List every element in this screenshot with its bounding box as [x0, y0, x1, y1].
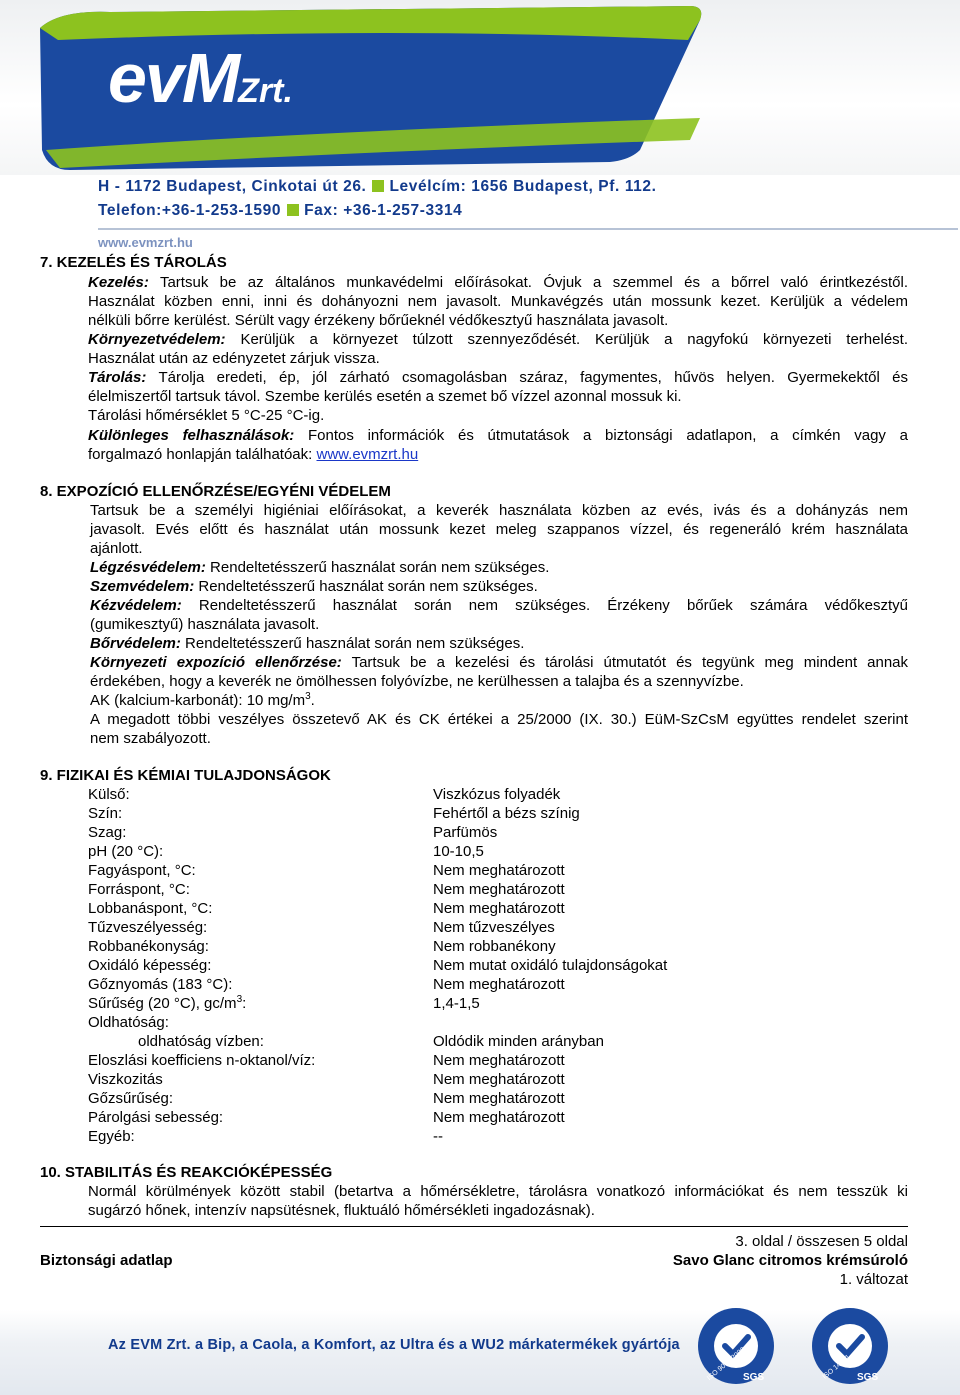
s8-line-6: Kézvédelem: Rendeltetésszerű használat során nem szükséges. Érzékeny bőrűek számára védőkesztyű — [90, 597, 908, 614]
property-label: Külső: — [88, 786, 130, 803]
s7-line-6: Tárolás: Tárolja eredeti, ép, jól zárható csomagolásban száraz, fagymentes, hűvös helyen. Gyermekektől és — [88, 369, 908, 386]
company-logo: evMZrt. — [108, 39, 293, 117]
doc-type: Biztonsági adatlap — [40, 1252, 173, 1269]
address-line-1: H - 1172 Budapest, Cinkotai út 26. Levélcím: 1656 Budapest, Pf. 112. — [98, 178, 657, 195]
header-divider — [98, 228, 958, 230]
website-link[interactable]: www.evmzrt.hu — [316, 446, 419, 463]
product-name: Savo Glanc citromos krémsúroló — [672, 1252, 908, 1269]
s7-line-7: élelmiszertől tartsuk távol. Szembe kerülés esetén a szemet bő vízzel azonnal mossuk ki. — [88, 388, 682, 405]
property-label: Párolgási sebesség: — [88, 1109, 224, 1126]
property-label: Eloszlási koefficiens n-oktanol/víz: — [88, 1052, 316, 1069]
property-value: 1,4-1,5 — [433, 995, 480, 1012]
s8-line-7: (gumikesztyű) használata javasolt. — [90, 616, 320, 633]
property-value: Nem meghatározott — [433, 976, 565, 993]
s8-line-11: AK (kalcium-karbonát): 10 $mg/m^3$. — [90, 691, 315, 709]
property-label: Szín: — [88, 805, 123, 822]
section-9-heading: 9. FIZIKAI ÉS KÉMIAI TULAJDONSÁGOK — [40, 767, 331, 784]
property-value: Viszkózus folyadék — [433, 786, 561, 803]
s7-line-3: nélküli bőrre kerülést. Sérült vagy érzékeny bőrűeknél védőkesztyű használata javasolt. — [88, 312, 669, 329]
iso-9001-seal — [696, 1306, 776, 1386]
version: 1. változat — [839, 1271, 908, 1288]
property-label: pH (20 °C): — [88, 843, 164, 860]
svg-text:SGS: SGS — [857, 1372, 879, 1383]
property-value: Nem mutat oxidáló tulajdonságokat — [433, 957, 668, 974]
svg-text:SGS: SGS — [743, 1372, 765, 1383]
s7-line-4: Környezetvédelem: Kerüljük a környezet túlzott szennyeződését. Kerüljük a nagyfokú környezeti terhelést. — [88, 331, 908, 348]
s7-line-5: Használat után az edényzetet zárjuk vissza. — [88, 350, 380, 367]
property-value: -- — [433, 1128, 443, 1145]
s8-line-13: nem szabályozott. — [90, 730, 211, 747]
s7-line-9: Különleges felhasználások: Fontos információk és útmutatások a biztonsági adatlapon, a címkén vagy a — [88, 427, 908, 444]
property-label: Szag: — [88, 824, 127, 841]
svg-text:ISO 14001: ISO 14001 — [821, 1353, 852, 1381]
footer-divider — [40, 1226, 908, 1227]
property-label: Sűrűség (20 °C), $gc/m^3$: — [88, 994, 247, 1012]
property-label: Oxidáló képesség: — [88, 957, 212, 974]
property-label: Gőzsűrűség: — [88, 1090, 174, 1107]
section-8-heading: 8. EXPOZÍCIÓ ELLENŐRZÉSE/EGYÉNI VÉDELEM — [40, 483, 391, 500]
s8-line-12: A megadott többi veszélyes összetevő AK és CK értékei a 25/2000 (IX. 30.) EüM-SzCsM együttes rendelet szerint — [90, 711, 908, 728]
property-label: oldhatóság vízben: — [138, 1033, 264, 1050]
s7-line-1: Kezelés: Tartsuk be az általános munkavédelmi előírásokat. Óvjuk a szemmel és a bőrrel való érintkezéstől. — [88, 274, 908, 291]
property-value: Nem tűzveszélyes — [433, 919, 555, 936]
property-label: Gőznyomás (183 °C): — [88, 976, 233, 993]
s8-line-10: érdekében, hogy a keverék ne ömölhessen folyóvízbe, ne kerülhessen a talajba és a szennyvízbe. — [90, 673, 744, 690]
s8-line-5: Szemvédelem: Rendeltetésszerű használat során nem szükséges. — [90, 578, 538, 595]
address-line-2: Telefon:+36-1-253-1590 Fax: +36-1-257-3314 — [98, 202, 463, 219]
s7-line-2: Használat közben enni, inni és dohányozni nem javasolt. Munkavégzés után mossunk kezet. Kerüljük a védelem — [88, 293, 908, 310]
property-value: Oldódik minden arányban — [433, 1033, 604, 1050]
property-value: Nem meghatározott — [433, 900, 565, 917]
s7-line-10: forgalmazó honlapján találhatóak: www.evmzrt.hu — [88, 446, 419, 463]
s10-line-1: Normál körülmények között stabil (betartva a hőmérsékletre, tárolásra vonatkozó információkat és nem tesszük ki — [88, 1183, 908, 1200]
s8-line-3: ajánlott. — [90, 540, 143, 557]
footer-tagline: Az EVM Zrt. a Bip, a Caola, a Komfort, az Ultra és a WU2 márkatermékek gyártója — [108, 1337, 680, 1353]
header-website: www.evmzrt.hu — [98, 235, 193, 250]
section-10-heading: 10. STABILITÁS ÉS REAKCIÓKÉPESSÉG — [40, 1164, 333, 1181]
property-value: 10-10,5 — [433, 843, 484, 860]
s10-line-2: sugárzó hőnek, intenzív napsütésnek, fluktuáló hőmérsékleti ingadozásnak). — [88, 1202, 595, 1219]
property-label: Fagyáspont, °C: — [88, 862, 196, 879]
s7-line-8: Tárolási hőmérséklet 5 °C-25 °C-ig. — [88, 407, 325, 424]
property-label: Robbanékonyság: — [88, 938, 209, 955]
property-value: Nem meghatározott — [433, 1090, 565, 1107]
property-value: Nem meghatározott — [433, 862, 565, 879]
iso-14001-seal — [810, 1306, 890, 1386]
property-value: Nem meghatározott — [433, 1109, 565, 1126]
property-label: Forráspont, °C: — [88, 881, 190, 898]
property-label: Oldhatóság: — [88, 1014, 169, 1031]
s8-line-8: Bőrvédelem: Rendeltetésszerű használat során nem szükséges. — [90, 635, 525, 652]
property-value: Nem meghatározott — [433, 881, 565, 898]
property-label: Viszkozitás — [88, 1071, 163, 1088]
property-value: Parfümös — [433, 824, 498, 841]
s8-line-2: javasolt. Evés előtt és használat után mossunk kezet meleg szappanos vízzel, és regeneráló krém használata — [90, 521, 908, 538]
property-label: Lobbanáspont, °C: — [88, 900, 213, 917]
property-label: Tűzveszélyesség: — [88, 919, 208, 936]
svg-text:ISO 9001:2000: ISO 9001:2000 — [706, 1346, 747, 1382]
property-value: Nem meghatározott — [433, 1071, 565, 1088]
property-value: Nem meghatározott — [433, 1052, 565, 1069]
page-counter: 3. oldal / összesen 5 oldal — [735, 1233, 908, 1250]
property-value: Nem robbanékony — [433, 938, 556, 955]
s8-line-4: Légzésvédelem: Rendeltetésszerű használat során nem szükséges. — [90, 559, 550, 576]
property-label: Egyéb: — [88, 1128, 135, 1145]
s8-line-1: Tartsuk be a személyi higiéniai előírásokat, a keverék használata közben az evés, ivás és a dohányzás nem — [90, 502, 908, 519]
s8-line-9: Környezeti expozíció ellenőrzése: Tartsuk be a kezelési és tárolási útmutatót és tegyünk meg mindent annak — [90, 654, 909, 671]
section-7-heading: 7. KEZELÉS ÉS TÁROLÁS — [40, 254, 227, 271]
property-value: Fehértől a bézs színig — [433, 805, 580, 822]
